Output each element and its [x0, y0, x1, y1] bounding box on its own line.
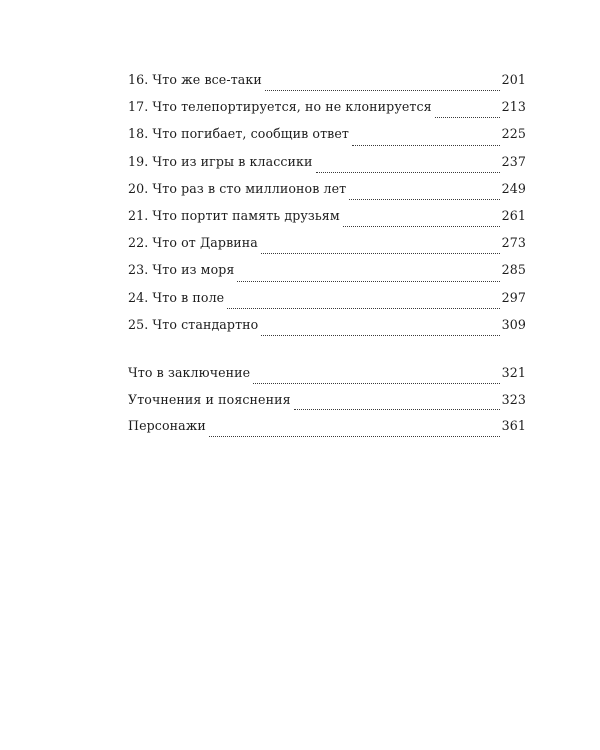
- entry-page-number: 297: [501, 289, 526, 305]
- dot-leader: [294, 392, 500, 419]
- entry-page-number: 321: [501, 365, 526, 380]
- entry-page-number: 249: [501, 180, 526, 196]
- entry-title: 20. Что раз в сто миллионов лет: [128, 180, 347, 196]
- toc-entry[interactable]: [128, 365, 526, 392]
- toc-chapter-list: [128, 72, 526, 344]
- toc-entry[interactable]: [128, 72, 526, 99]
- entry-title: Персонажи: [128, 418, 206, 433]
- entry-title: 22. Что от Дарвина: [128, 235, 258, 251]
- entry-page-number: 361: [501, 418, 526, 433]
- entry-title: 16. Что же все-таки: [128, 72, 262, 87]
- dot-leader: [343, 208, 500, 235]
- toc-entry[interactable]: [128, 290, 526, 317]
- entry-title: Уточнения и пояснения: [128, 391, 291, 407]
- entry-page-number: 201: [501, 72, 526, 87]
- dot-leader: [209, 418, 500, 445]
- dot-leader: [352, 126, 500, 153]
- toc-entry[interactable]: [128, 418, 526, 445]
- entry-title: 25. Что стандартно: [128, 316, 259, 332]
- toc-back-matter-list: [128, 365, 526, 445]
- dot-leader: [261, 317, 499, 344]
- entry-page-number: 237: [501, 153, 526, 169]
- entry-page-number: 309: [501, 316, 526, 332]
- entry-page-number: 273: [501, 235, 526, 251]
- dot-leader: [435, 99, 500, 126]
- entry-title: Что в заключение: [128, 365, 251, 380]
- entry-title: 24. Что в поле: [128, 289, 225, 305]
- dot-leader: [237, 262, 499, 289]
- entry-title: 17. Что телепортируется, но не клонируется: [128, 99, 432, 115]
- toc-entry[interactable]: [128, 317, 526, 344]
- entry-title: 19. Что из игры в классики: [128, 153, 313, 169]
- toc-entry[interactable]: [128, 154, 526, 181]
- toc-entry[interactable]: [128, 235, 526, 262]
- dot-leader: [253, 365, 499, 392]
- entry-page-number: 285: [501, 262, 526, 278]
- entry-page-number: 213: [501, 99, 526, 115]
- dot-leader: [316, 154, 500, 181]
- dot-leader: [227, 290, 499, 317]
- toc-entry[interactable]: [128, 181, 526, 208]
- toc-entry[interactable]: [128, 262, 526, 289]
- entry-title: 23. Что из моря: [128, 262, 235, 278]
- entry-page-number: 225: [501, 126, 526, 142]
- entry-page-number: 261: [501, 207, 526, 223]
- entry-page-number: 323: [501, 391, 526, 407]
- dot-leader: [265, 72, 500, 99]
- toc-entry[interactable]: [128, 392, 526, 419]
- toc-entry[interactable]: [128, 126, 526, 153]
- toc-entry[interactable]: [128, 99, 526, 126]
- toc-entry[interactable]: [128, 208, 526, 235]
- dot-leader: [349, 181, 499, 208]
- entry-title: 21. Что портит память друзьям: [128, 207, 340, 223]
- entry-title: 18. Что погибает, сообщив ответ: [128, 126, 349, 142]
- dot-leader: [261, 235, 500, 262]
